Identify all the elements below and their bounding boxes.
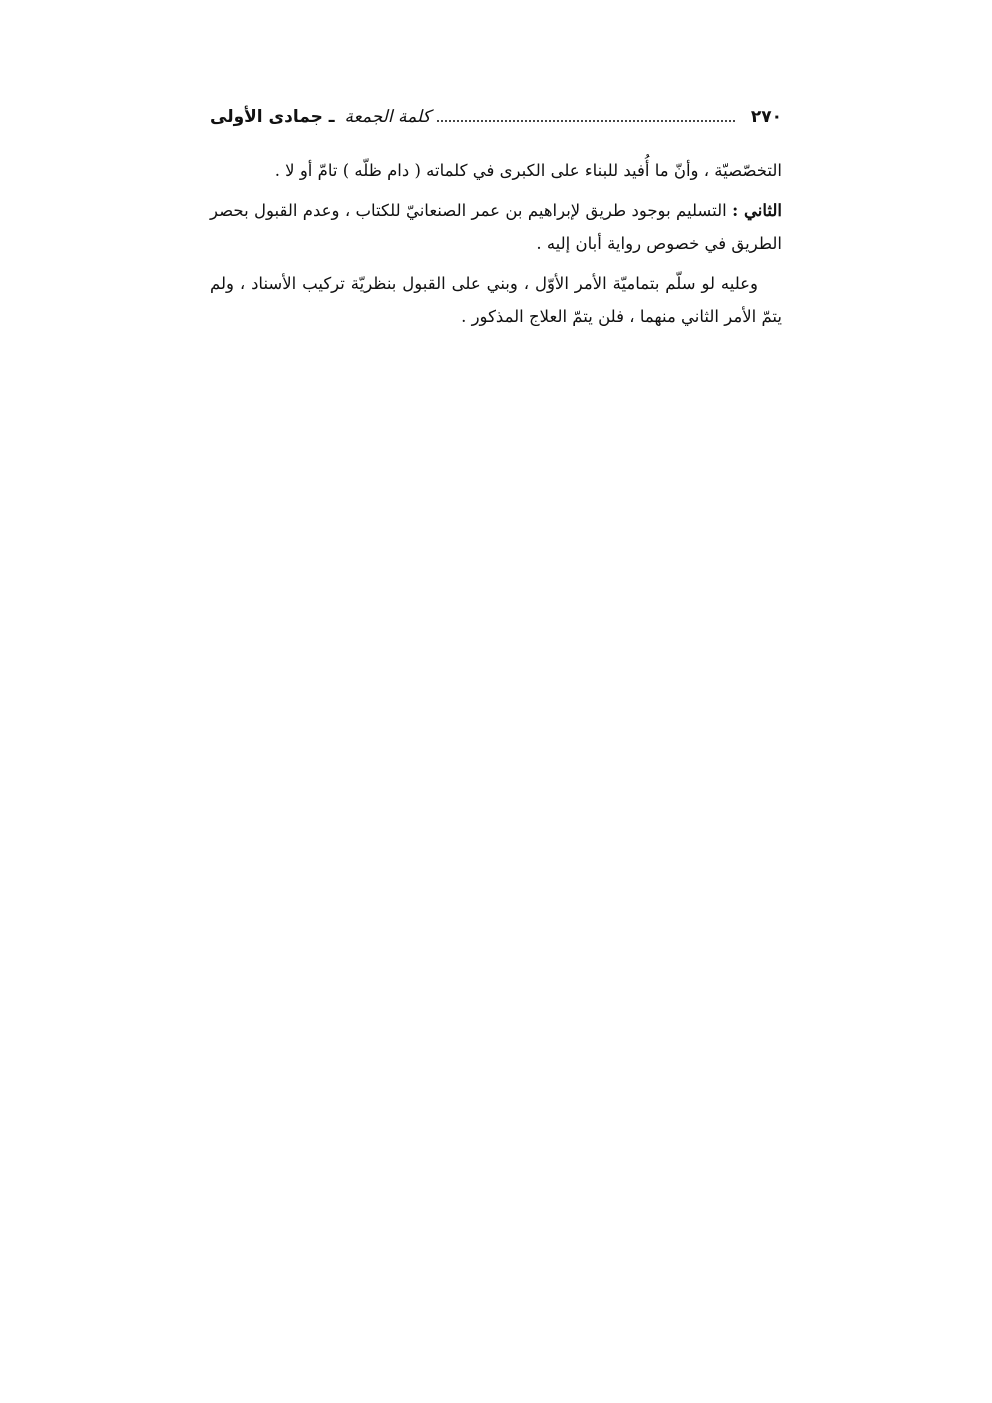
body-text xyxy=(210,154,782,340)
running-header xyxy=(210,104,782,130)
paragraph-text: التخصّصيّة ، وأنّ ما أُفيد للبناء على الكبرى في كلماته ( دام ظلّه ) تامّ أو لا . xyxy=(274,161,782,180)
header-dotted-leader xyxy=(437,120,735,122)
header-title-issue: ـ جمادى الأولى xyxy=(210,107,335,127)
paragraph xyxy=(210,154,782,187)
paragraph-text: وعليه لو سلّم بتماميّة الأمر الأوّل ، وبني على القبول بنظريّة تركيب الأسناد ، ولم يتمّ الأمر الثاني منهما ، فلن يتمّ العلاج المذكور . xyxy=(210,274,782,326)
paragraph-lead: الثاني : xyxy=(732,201,782,220)
journal-logo-text: كلمة الجمعة xyxy=(344,107,431,127)
paragraph xyxy=(210,267,782,333)
page-number: ٢٧٠ xyxy=(750,107,782,127)
paragraph-text: التسليم بوجود طريق لإبراهيم بن عمر الصنعانيّ للكتاب ، وعدم القبول بحصر الطريق في خصوص رواية أبان إليه . xyxy=(210,201,782,253)
paragraph xyxy=(210,194,782,260)
header-title xyxy=(210,107,431,127)
